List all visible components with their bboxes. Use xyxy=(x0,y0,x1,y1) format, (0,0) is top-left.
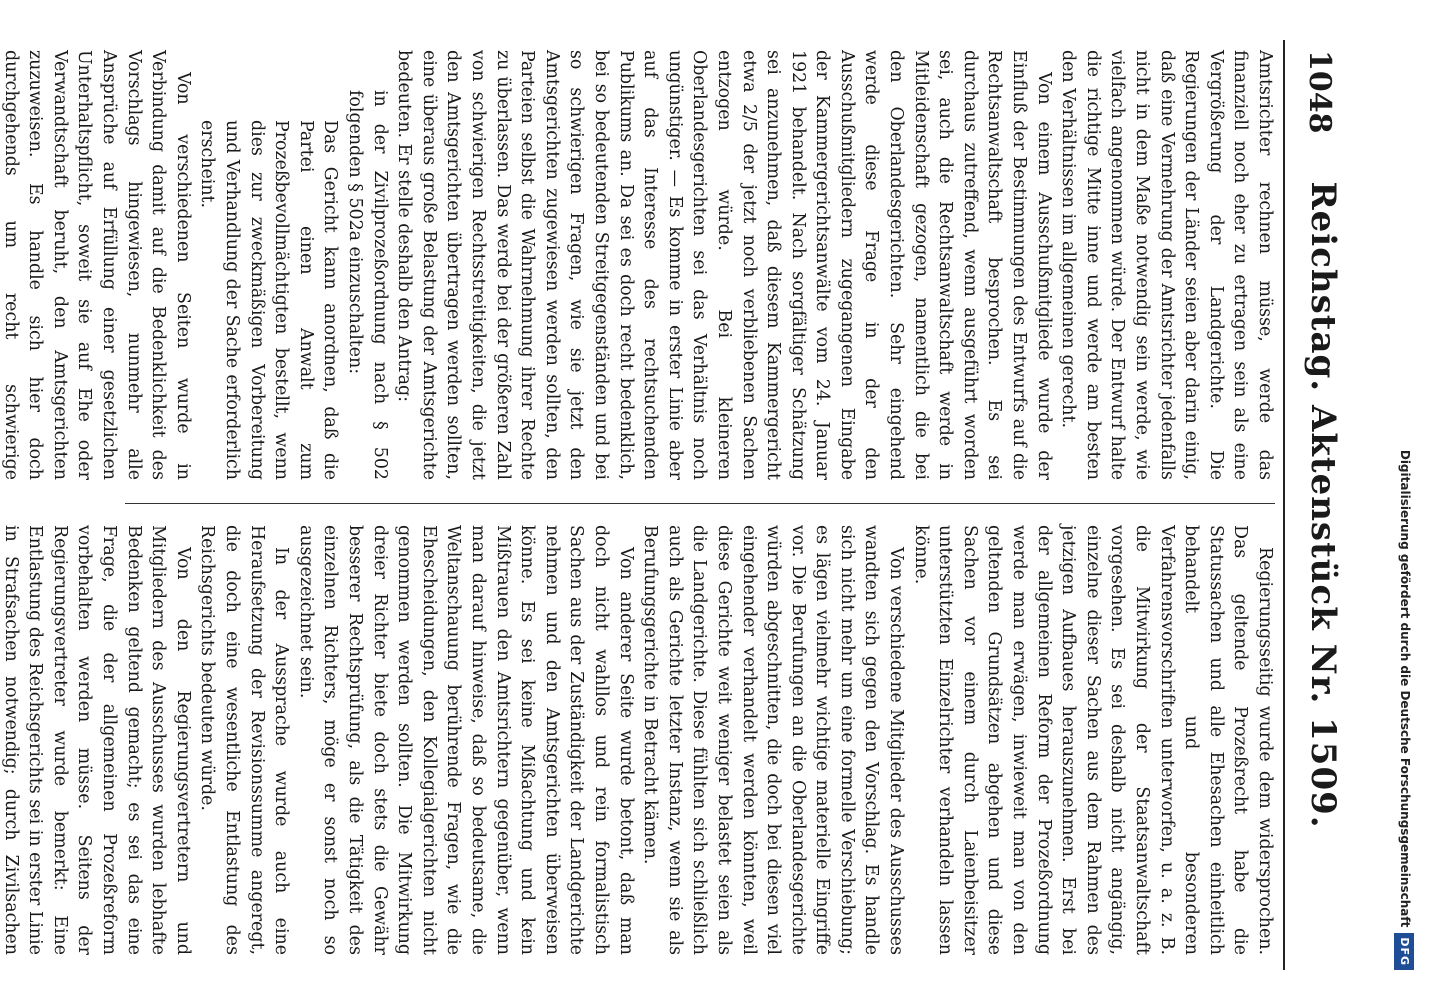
left-column xyxy=(0,50,1277,480)
column-divider xyxy=(125,503,1275,504)
paragraph: Von den Regierungsvertretern und Mitgliedern des Ausschusses wurden lebhafte Bedenken geltend gemacht; es sei das eine Frage, die der allgemeinen Prozeßreform vorbehalten werden müsse. Seitens der Regierungsvertreter wurde bemerkt: Eine Entlastung des Reichsgerichts sei in erster Linie in Strafsachen notwendig; durch Zivilsachen xyxy=(0,525,193,955)
right-column xyxy=(0,525,1277,955)
paragraph: Von einem Ausschußmitgliede wurde der Einfluß der Bestimmungen des Entwurfs auf die Rechtsanwaltschaft besprochen. Es sei durchaus zutreffend, wenn ausgeführt worden sei, auch die Rechtsanwaltschaft werde in Mitleidenschaft gezogen, namentlich die bei den Oberlandesgerichten. Sehr eingehend werde diese Frage in der den Ausschußmitgliedern zugegangenen Eingabe der Kammergerichtsanwälte vom 24. Januar 1921 behandelt. Nach sorgfältiger Schätzung sei anzunehmen, daß diesem Kammergericht etwa 2/5 der jetzt noch verbliebenen Sachen entzogen würde. Bei kleineren Oberlandesgerichten sei das Verhältnis noch ungünstiger. — Es komme in erster Linie aber auf das Interesse des rechtsuchenden Publikums an. Da sei es doch recht bedenklich, bei so bedeutenden Streitgegenständen und bei so schwierigen Fragen, wie sie jetzt den Amtsgerichten zugewiesen werden sollten, den Parteien selbst die Wahrnehmung ihrer Rechte zu überlassen. Das werde bei der größeren Zahl von schwierigen Rechtsstreitigkeiten, die jetzt den Amtsgerichten übertragen werden sollten, eine überaus große Belastung der Amtsgerichte bedeuten. Er stelle deshalb den Antrag: xyxy=(394,50,1054,480)
paragraph: Von anderer Seite wurde betont, daß man doch nicht wahllos und rein formalistisch Sachen aus der Zuständigkeit der Landgerichte nehmen und den Amtsgerichten überweisen könne. Es sei keine Mißachtung und kein Mißtrauen den Amtsrichtern gegenüber, wenn man darauf hinweise, daß so bedeutsame, die Weltanschauung berührende Fragen, wie die Ehescheidungen, den Kollegialgerichten nicht genommen werden sollten. Die Mitwirkung dreier Richter biete doch stets die Gewähr besserer Rechtsprüfung, als die Tätigkeit des einzelnen Richters, möge er sonst noch so ausgezeichnet sein. xyxy=(295,525,636,955)
page-header xyxy=(1283,40,1355,970)
dfg-logo: DFG xyxy=(1394,933,1414,970)
paragraph: Regierungsseitig wurde dem widersprochen. Das geltende Prozeßrecht habe die Statussachen und alle Ehesachen einheitlich behandelt und besonderen Verfahrensvorschriften unterworfen, u. a. z. B. die Mitwirkung der Staatsanwaltschaft vorgesehen. Es sei deshalb nicht angängig, einzelne dieser Sachen aus dem Rahmen des jetzigen Aufbaues herauszunehmen. Erst bei der allgemeinen Reform der Prozeßordnung werde man erwägen, inwieweit man von den geltenden Grundsätzen abgehen und diese Sachen vor einem durch Laienbeisitzer unterstützten Einzelrichter verhandeln lassen könne. xyxy=(910,525,1275,955)
quoted-paragraph: Das Gericht kann anordnen, daß die Partei einen Anwalt zum Prozeßbevollmächtigten bestellt, wenn dies zur zweckmäßigen Vorbereitung und Verhandlung der Sache erforderlich erscheint. xyxy=(197,120,341,480)
document-page xyxy=(0,40,1355,970)
paragraph: Von verschiedene Mitglieder des Ausschusses wandten sich gegen den Vorschlag. Es handle sich nicht mehr um eine formelle Verschiebung; es lägen vielmehr wichtige materielle Eingriffe vor. Die Berufungen an die Oberlandesgerichte würden abgeschnitten, die doch bei diesen viel eingehender verhandelt werden könnten, weil diese Gerichte weit weniger belastet seien als die Landgerichte. Diese fühlten sich schließlich auch als Gerichte letzter Instanz, wenn sie als Berufungsgerichte in Betracht kämen. xyxy=(640,525,907,955)
paragraph: Amtsrichter rechnen müsse, werde das finanziell noch eher zu ertragen sein als eine Vergrößerung der Landgerichte. Die Regierungen der Länder seien aber darin einig, daß eine Vermehrung der Amtsrichter jedenfalls nicht in dem Maße notwendig sein werde, wie vielfach angenommen würde. Der Entwurf halte die richtige Mitte inne und werde am besten den Verhältnissen im allgemeinen gerecht. xyxy=(1058,50,1275,480)
credit-line xyxy=(1395,10,1415,970)
credit-text: Digitalisierung gefördert durch die Deutsche Forschungsgemeinschaft xyxy=(1398,449,1412,928)
paragraph: in der Zivilprozeßordnung nach § 502 folgenden § 502a einzuschalten: xyxy=(345,90,390,480)
paragraph: In der Aussprache wurde auch eine Heraufsetzung der Revisionssumme angeregt, die doch eine wesentliche Entlastung des Reichsgerichts bedeuten würde. xyxy=(197,525,292,955)
paragraph: Von verschiedenen Seiten wurde in Verbindung damit auf die Bedenklichkeit des Vorschlags hingewiesen, nunmehr alle Ansprüche auf Erfüllung einer gesetzlichen Unterhaltspflicht, soweit sie auf Ehe oder Verwandtschaft beruht, den Amtsgerichten zuzuweisen. Es handle sich hier doch durchgehends um recht schwierige xyxy=(0,50,193,480)
page-title: Reichstag. Aktenstück Nr. 1509. xyxy=(1303,181,1343,829)
digitization-credit xyxy=(1395,10,1415,970)
page-number: 1048 xyxy=(1302,50,1337,134)
